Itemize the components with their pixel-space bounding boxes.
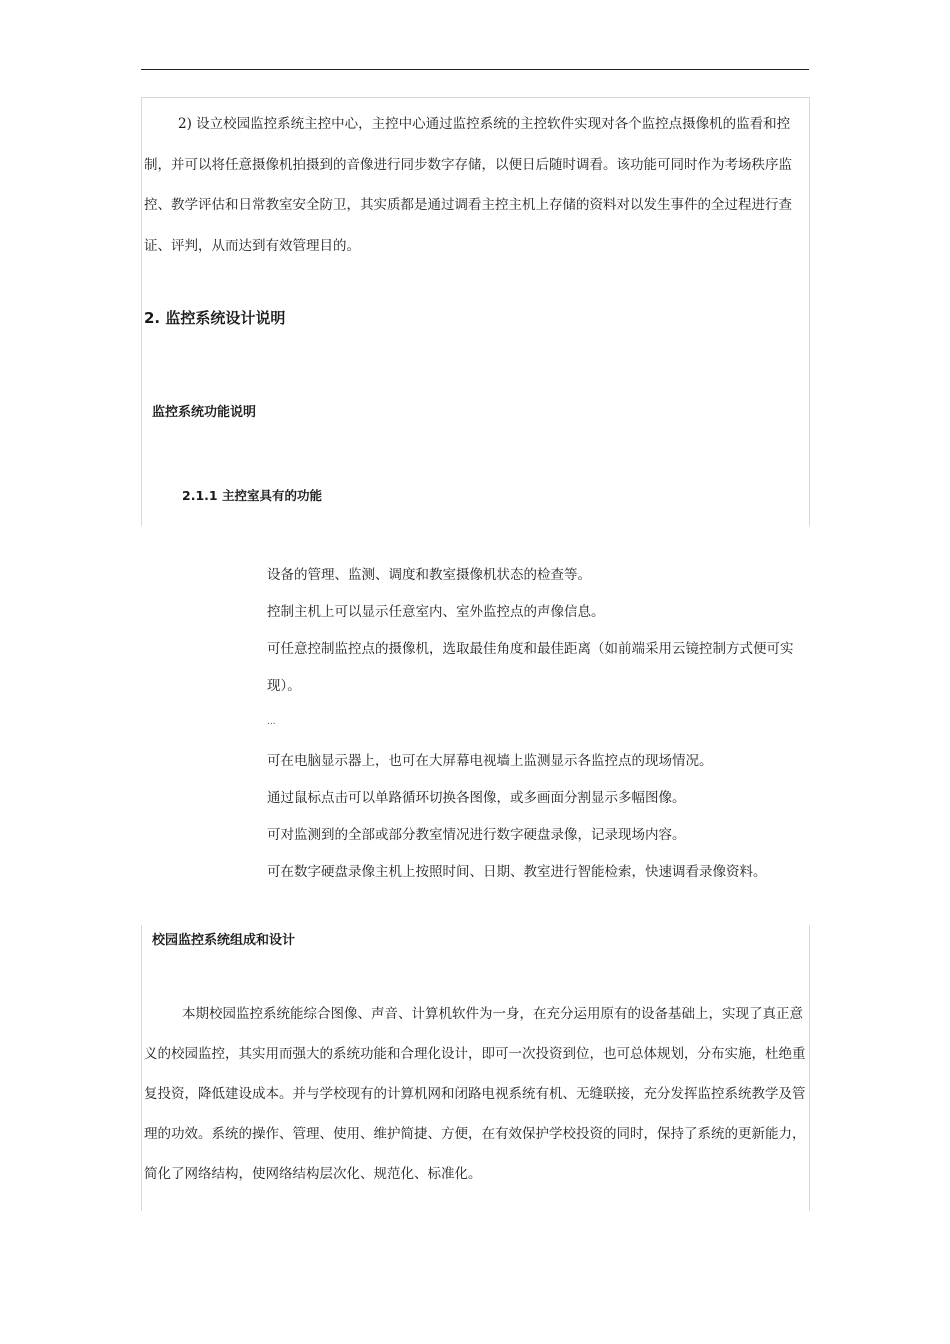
subsection-heading-2-1-1: 2.1.1 主控室具有的功能 [182,488,322,503]
list-item: 控制主机上可以显示任意室内、室外监控点的声像信息。 [267,604,605,620]
subsection-heading-design: 校园监控系统组成和设计 [152,933,296,948]
list-item: 通过鼠标点击可以单路循环切换各图像，或多画面分割显示多幅图像。 [267,790,686,806]
section-heading-2: 2. 监控系统设计说明 [144,309,286,327]
list-item: 可任意控制监控点的摄像机，选取最佳角度和最佳距离（如前端采用云镜控制方式便可实现）。 [267,641,794,694]
subsection-heading-function: 监控系统功能说明 [152,405,257,420]
function-list-2 [267,743,812,891]
design-paragraph: 本期校园监控系统能综合图像、声音、计算机软件为一身，在充分运用原有的设备基础上，实现了真正意义的校园监控，其实用而强大的系统功能和合理化设计，即可一次投资到位，也可总体规划，分布实施，杜绝重复投资，降低建设成本。并与学校现有的计算机网和闭路电视系统有机、无缝联接，充分发挥监控系统教学及管理的功效。系统的操作、管理、使用、维护简捷、方便，在有效保护学校投资的同时，保持了系统的更新能力，简化了网络结构，使网络结构层次化、规范化、标准化。 [144,1006,806,1182]
function-list-1 [267,557,812,705]
header-rule [141,69,809,70]
list-item: 可在电脑显示器上，也可在大屏幕电视墙上监测显示各监控点的现场情况。 [267,753,713,769]
list-item: 设备的管理、监测、调度和教室摄像机状态的检查等。 [267,567,591,583]
list-item: 可在数字硬盘录像主机上按照时间、日期、教室进行智能检索，快速调看录像资料。 [267,864,767,880]
intro-paragraph: 2) 设立校园监控系统主控中心，主控中心通过监控系统的主控软件实现对各个监控点摄像机的监看和控制，并可以将任意摄像机拍摄到的音像进行同步数字存储，以便日后随时调看。该功能可同时作为考场秩序监控、教学评估和日常教室安全防卫，其实质都是通过调看主控主机上存储的资料对以发生事件的全过程进行查证、评判，从而达到有效管理目的。 [144,116,792,254]
ellipsis-mark: ... [267,717,276,727]
list-item: 可对监测到的全部或部分教室情况进行数字硬盘录像，记录现场内容。 [267,827,686,843]
